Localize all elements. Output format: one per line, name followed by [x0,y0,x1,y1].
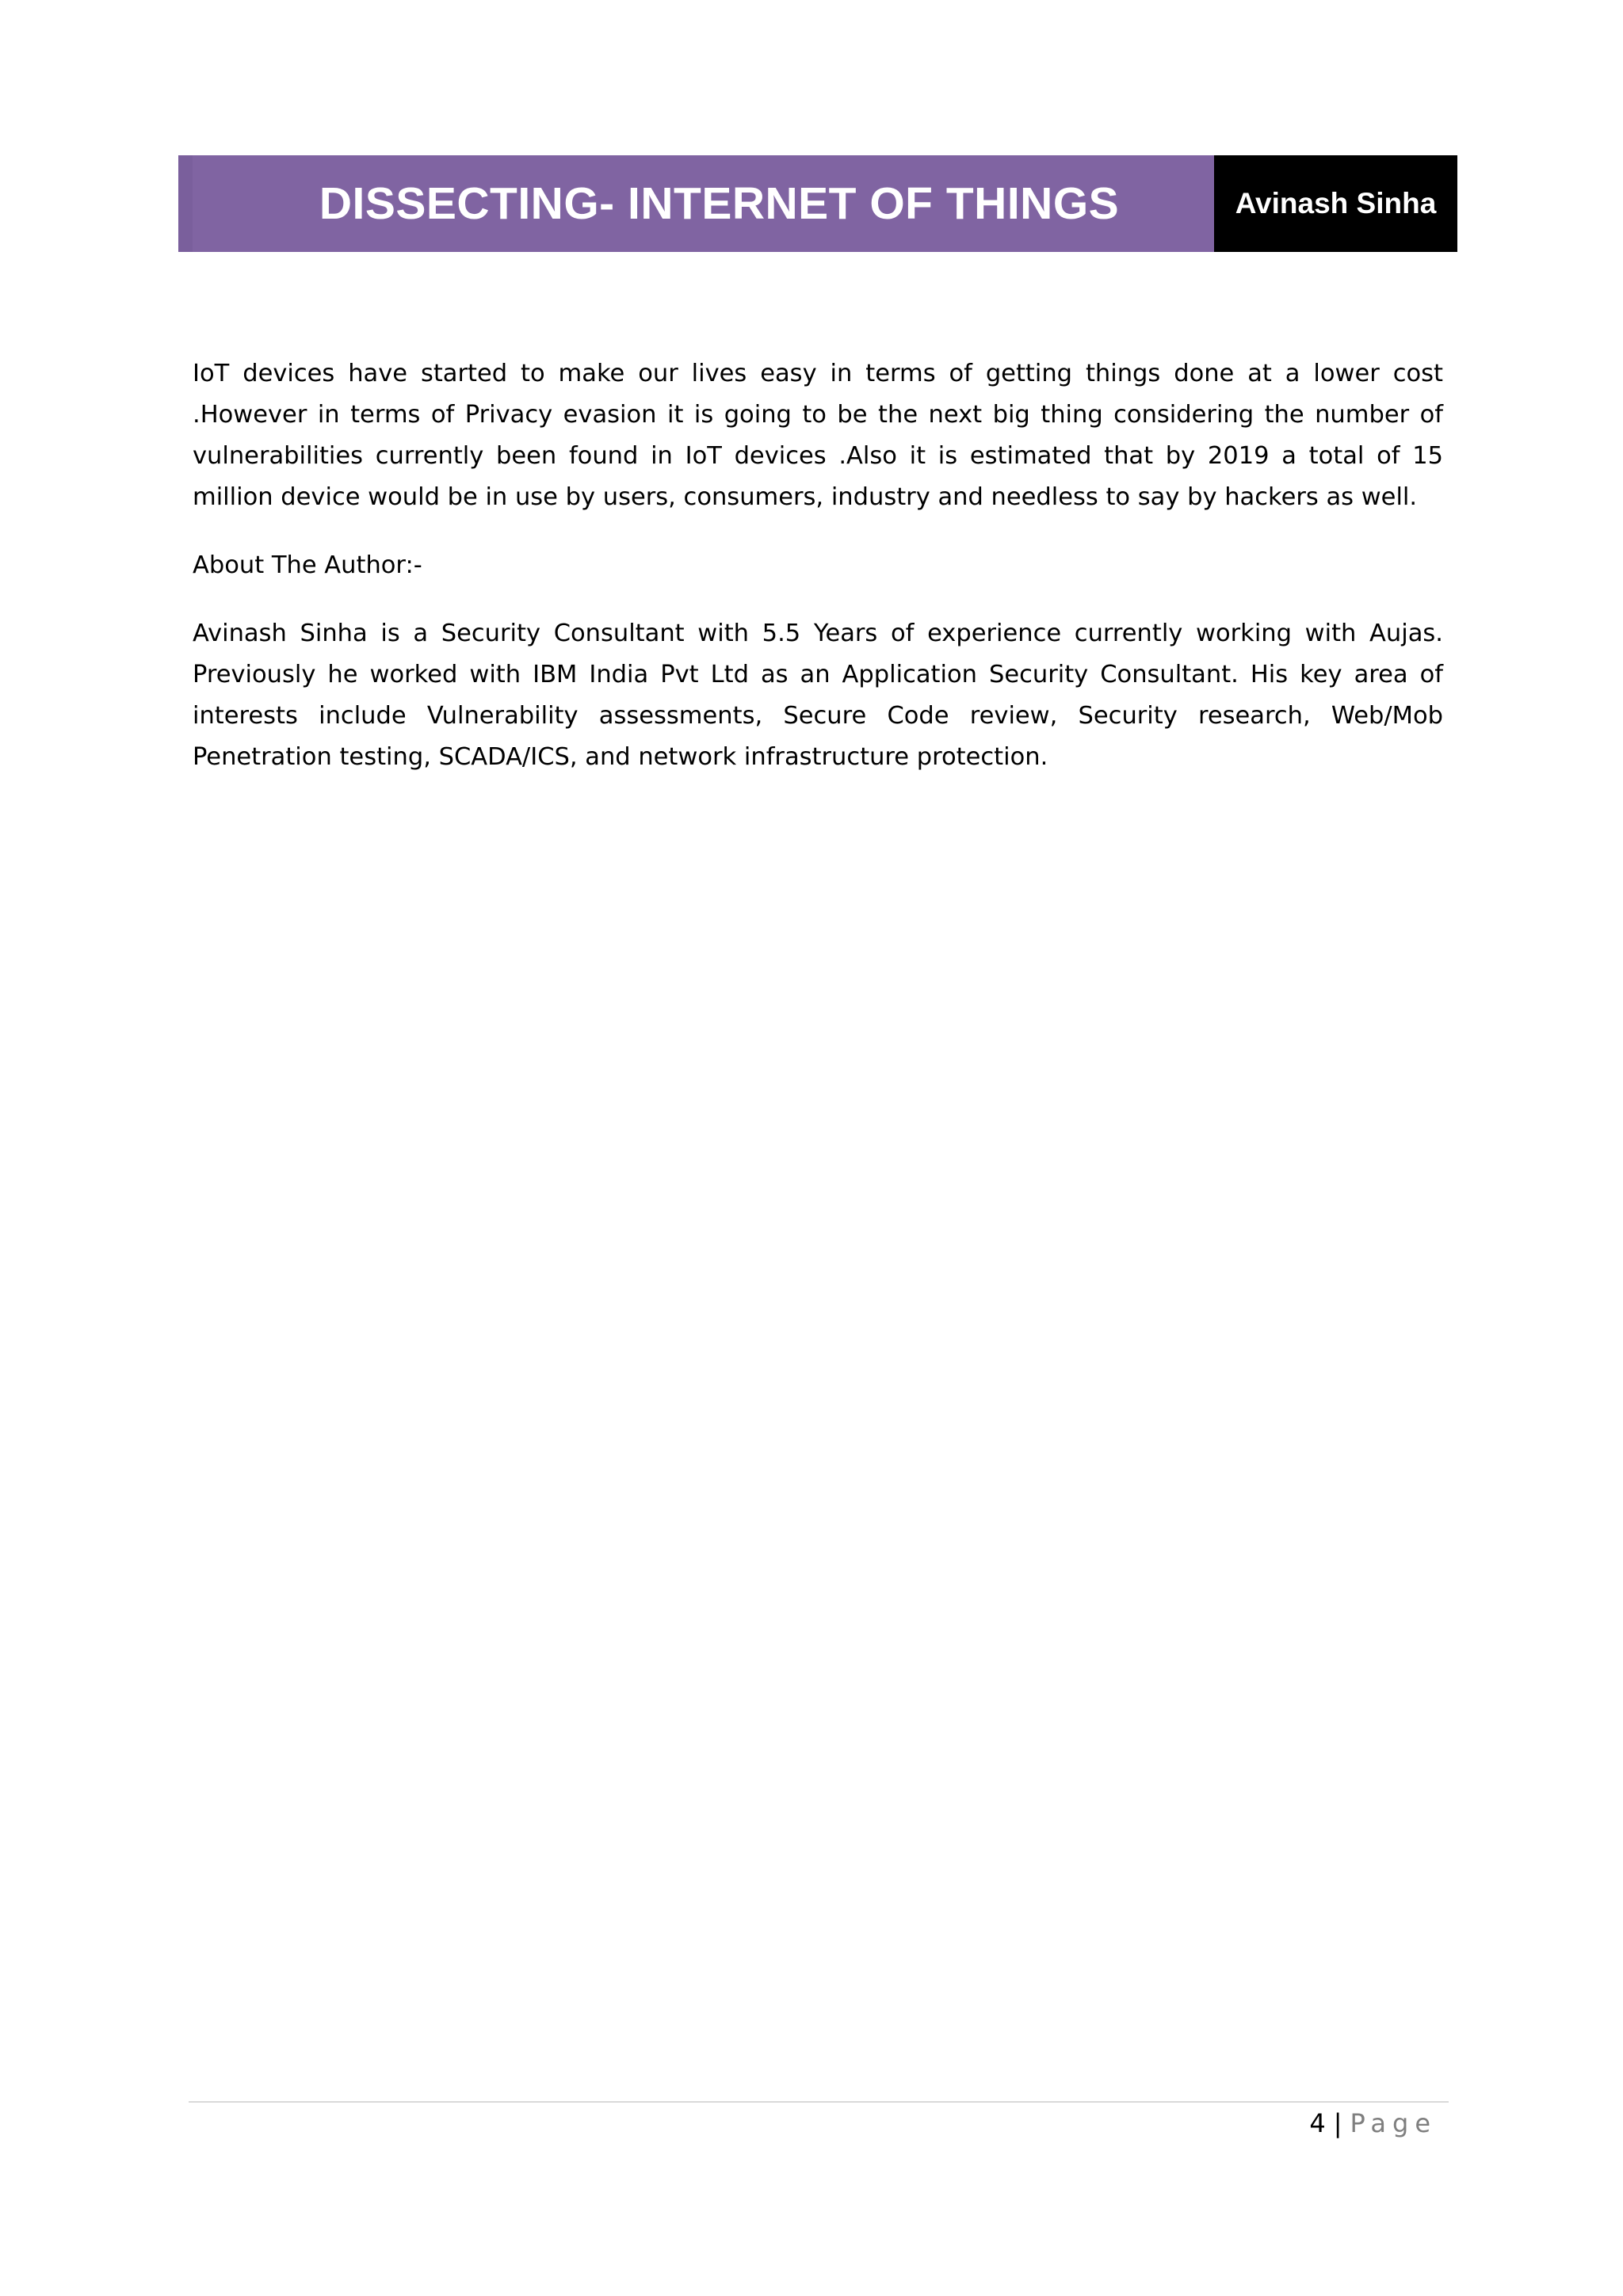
header-author-box [1214,155,1457,252]
footer-separator: | [1333,2108,1342,2138]
header-title-box [178,155,1214,252]
about-author-heading: About The Author:- [193,551,422,579]
footer-divider [189,2101,1449,2103]
author-bio-paragraph: Avinash Sinha is a Security Consultant with 5.5 Years of experience currently working with Aujas. Previously he worked with IBM India Pvt Ltd as an Application Security Consultant. His key area of interests include Vulnerability assessments, Secure Code review, Security research, Web/Mob Penetration testing, SCADA/ICS, and network infrastructure protection. [193,620,1443,771]
page-number: 4 [1309,2108,1326,2138]
author-name: Avinash Sinha [1235,187,1437,219]
page-footer [1309,2104,1437,2142]
document-body [193,353,1443,805]
page-header [178,155,1457,252]
intro-paragraph: IoT devices have started to make our lives easy in terms of getting things done at a lower cost .However in terms of Privacy evasion it is going to be the next big thing considering the number of vulnerabilities currently been found in IoT devices .Also it is estimated that by 2019 a total of 15 million device would be in use by users, consumers, industry and needless to say by hackers as well. [193,360,1443,511]
document-title: DISSECTING- INTERNET OF THINGS [319,178,1120,229]
page-label: Page [1350,2108,1437,2138]
